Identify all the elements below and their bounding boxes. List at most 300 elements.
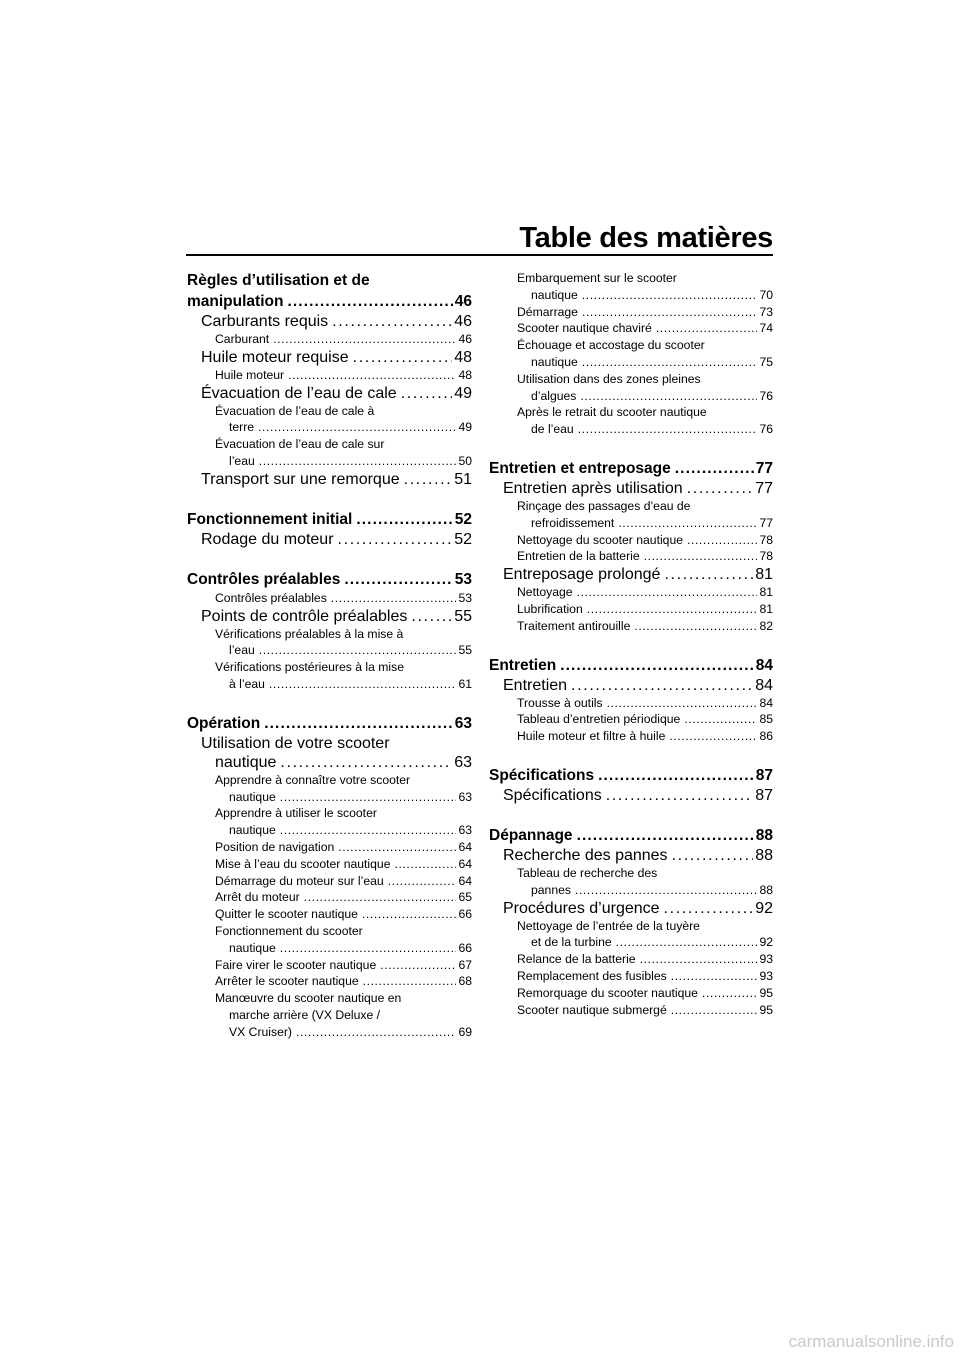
toc-entry-row	[187, 291, 472, 312]
toc-entry-label: Arrêter le scooter nautique	[215, 974, 359, 989]
toc-item-entry[interactable]	[489, 695, 773, 712]
toc-entry-label: Entretien et entreposage	[489, 459, 671, 477]
toc-entry-line: Évacuation de l’eau de cale à	[215, 403, 375, 418]
toc-entry-label: Nettoyage	[517, 585, 573, 600]
toc-entry-label: Transport sur une remorque	[201, 470, 400, 488]
toc-entry-label: manipulation	[187, 293, 284, 310]
dot-leader	[580, 388, 757, 405]
toc-item-entry[interactable]	[187, 403, 472, 437]
dot-leader	[259, 642, 457, 659]
toc-entry-row	[201, 753, 472, 772]
toc-item-entry[interactable]	[187, 973, 472, 990]
dot-leader	[582, 287, 758, 304]
toc-entry-label: Points de contrôle préalables	[201, 607, 408, 625]
toc-item-entry[interactable]	[489, 968, 773, 985]
dot-leader	[288, 367, 456, 384]
toc-entry-label: Spécifications	[503, 786, 602, 804]
toc-subsection-entry[interactable]	[489, 846, 773, 865]
toc-entry-row	[517, 515, 773, 532]
toc-entry-label: nautique	[229, 789, 276, 804]
dot-leader	[577, 584, 758, 601]
page-number: 46	[458, 332, 472, 346]
toc-entry-label: Contrôles préalables	[215, 590, 327, 605]
toc-item-entry[interactable]	[187, 906, 472, 923]
toc-section-heading[interactable]	[187, 270, 472, 312]
toc-entry-label: Entretien de la batterie	[517, 549, 640, 564]
toc-entry-label: Arrêt du moteur	[215, 890, 300, 905]
watermark: carmanualsonline.info	[788, 1332, 954, 1351]
toc-item-entry[interactable]	[489, 728, 773, 745]
toc-subsection-entry[interactable]	[489, 479, 773, 498]
toc-entry-row	[517, 985, 773, 1002]
toc-subsection-entry[interactable]	[489, 676, 773, 695]
page-number: 68	[458, 974, 472, 989]
dot-leader	[560, 655, 754, 676]
dot-leader	[338, 530, 453, 549]
toc-item-entry[interactable]	[187, 436, 472, 470]
toc-entry-row	[503, 846, 773, 865]
page-number: 63	[458, 823, 472, 838]
toc-entry-label: terre	[229, 420, 255, 435]
page-number: 95	[759, 1002, 773, 1017]
toc-entry-row	[517, 934, 773, 951]
toc-column-left	[187, 270, 472, 1041]
toc-entry-label: nautique	[229, 823, 276, 838]
toc-entry-label: Lubrification	[517, 601, 583, 616]
toc-entry-label: Traitement antirouille	[517, 618, 631, 633]
dot-leader	[587, 601, 758, 618]
dot-leader	[332, 312, 452, 331]
toc-entry-row	[503, 899, 773, 918]
toc-entry-row	[489, 765, 773, 786]
toc-item-entry[interactable]	[187, 772, 472, 806]
dot-leader	[575, 882, 757, 899]
page-number: 66	[458, 940, 472, 955]
page-number: 84	[759, 695, 773, 710]
toc-subsection-entry[interactable]	[187, 384, 472, 403]
title-divider	[186, 254, 773, 256]
toc-entry-label: Position de navigation	[215, 839, 335, 854]
toc-item-entry[interactable]	[489, 865, 773, 899]
dot-leader	[578, 421, 758, 438]
toc-entry-line: Nettoyage de l’entrée de la tuyère	[517, 918, 700, 933]
toc-subsection-entry[interactable]	[187, 607, 472, 626]
toc-entry-label: Opération	[187, 714, 261, 732]
dot-leader	[598, 765, 754, 786]
page-number: 63	[454, 753, 472, 771]
toc-entry-label: Carburant	[215, 332, 270, 346]
toc-entry-line: Manœuvre du scooter nautique en	[215, 991, 402, 1006]
page-number: 48	[458, 367, 472, 382]
page-number: 46	[454, 313, 472, 330]
toc-item-entry[interactable]	[187, 856, 472, 873]
toc-entry-label: Mise à l’eau du scooter nautique	[215, 856, 391, 871]
toc-entry-label: VX Cruiser)	[229, 1024, 292, 1039]
toc-entry-row	[187, 509, 472, 530]
toc-entry-label: Démarrage du moteur sur l’eau	[215, 873, 384, 888]
toc-entry-label: Dépannage	[489, 826, 573, 844]
page-number: 78	[759, 532, 773, 547]
dot-leader	[664, 899, 754, 918]
toc-item-entry[interactable]	[489, 337, 773, 371]
dot-leader	[702, 985, 758, 1002]
toc-subsection-entry[interactable]	[187, 530, 472, 549]
page-number: 87	[755, 766, 773, 784]
toc-subsection-entry[interactable]	[187, 470, 472, 489]
toc-entry-row	[503, 565, 773, 584]
toc-entry-label: Relance de la batterie	[517, 952, 636, 967]
toc-entry-line: Fonctionnement du scooter	[215, 923, 363, 938]
dot-leader	[331, 590, 457, 607]
dot-leader	[577, 825, 754, 846]
dot-leader	[264, 713, 453, 734]
page-number: 78	[759, 549, 773, 564]
toc-section-heading[interactable]	[187, 569, 472, 590]
toc-entry-label: Carburants requis	[201, 313, 329, 330]
toc-entry-row	[215, 856, 472, 873]
toc-entry-label: refroidissement	[531, 515, 615, 530]
dot-leader	[634, 618, 757, 635]
toc-entry-label: de l’eau	[531, 422, 574, 437]
toc-entry-label: Rodage du moteur	[201, 530, 334, 548]
toc-entry-label: l’eau	[229, 453, 255, 468]
page-number: 49	[454, 384, 472, 402]
toc-subsection-entry[interactable]	[187, 312, 472, 331]
toc-entry-row	[215, 822, 472, 839]
toc-entry-line: Apprendre à connaître votre scooter	[215, 772, 411, 787]
page-number: 66	[458, 907, 472, 922]
dot-leader	[388, 873, 457, 890]
dot-leader	[640, 951, 758, 968]
dot-leader	[644, 548, 758, 565]
toc-entry-row	[215, 973, 472, 990]
toc-entry-label: Quitter le scooter nautique	[215, 907, 358, 922]
page-number: 84	[755, 656, 773, 674]
page-number: 46	[454, 293, 472, 310]
page-number: 77	[755, 479, 773, 497]
toc-entry-row	[215, 839, 472, 856]
toc-column-right	[489, 270, 773, 1018]
toc-entry-line: Vérifications postérieures à la mise	[215, 660, 404, 675]
toc-item-entry[interactable]	[489, 304, 773, 321]
toc-entry-row	[503, 479, 773, 498]
dot-leader	[259, 453, 457, 470]
dot-leader	[296, 1024, 456, 1041]
page-number: 74	[759, 321, 773, 336]
toc-entry-label: Faire virer le scooter nautique	[215, 957, 377, 972]
page-number: 51	[454, 470, 472, 488]
dot-leader	[269, 676, 457, 693]
dot-leader	[656, 320, 758, 337]
toc-entry-row	[215, 590, 472, 607]
page-number: 52	[454, 510, 472, 528]
dot-leader	[287, 291, 452, 312]
toc-entry-label: d’algues	[531, 388, 577, 403]
toc-item-entry[interactable]	[187, 659, 472, 693]
toc-item-entry[interactable]	[489, 532, 773, 549]
toc-item-entry[interactable]	[187, 957, 472, 974]
toc-entry-label: Huile moteur et filtre à huile	[517, 729, 666, 744]
page-number: 63	[458, 789, 472, 804]
page-number: 84	[755, 676, 773, 694]
toc-entry-row	[517, 601, 773, 618]
dot-leader	[411, 607, 452, 626]
toc-item-entry[interactable]	[489, 711, 773, 728]
toc-entry-row	[517, 388, 773, 405]
page-number: 87	[755, 786, 773, 804]
toc-section-heading[interactable]	[187, 713, 472, 734]
toc-entry-label: l’eau	[229, 643, 255, 658]
toc-entry-label: Huile moteur requise	[201, 348, 349, 366]
toc-entry-row	[517, 304, 773, 321]
dot-leader	[675, 458, 754, 479]
page-number: 86	[759, 729, 773, 744]
dot-leader	[258, 419, 456, 436]
toc-item-entry[interactable]	[489, 548, 773, 565]
dot-leader	[353, 348, 453, 367]
toc-entry-label: Entretien après utilisation	[503, 479, 683, 497]
toc-entry-label: Démarrage	[517, 304, 578, 319]
page-number: 77	[755, 459, 773, 477]
toc-entry-label: nautique	[229, 940, 276, 955]
toc-entry-row	[489, 458, 773, 479]
dot-leader	[664, 565, 753, 584]
toc-item-entry[interactable]	[187, 331, 472, 348]
toc-entry-label: Tableau d’entretien périodique	[517, 712, 681, 727]
page-number: 75	[759, 354, 773, 369]
toc-entry-row	[517, 548, 773, 565]
page-number: 50	[458, 453, 472, 468]
toc-entry-row	[517, 618, 773, 635]
dot-leader	[687, 479, 754, 498]
toc-entry-label: nautique	[531, 287, 578, 302]
toc-entry-row	[517, 951, 773, 968]
toc-section-heading[interactable]	[489, 765, 773, 786]
toc-entry-row	[201, 312, 472, 331]
toc-section-heading[interactable]	[489, 655, 773, 676]
toc-entry-row	[517, 968, 773, 985]
toc-entry-row	[215, 889, 472, 906]
toc-item-entry[interactable]	[187, 873, 472, 890]
page-number: 67	[458, 957, 472, 972]
toc-entry-row	[489, 655, 773, 676]
toc-entry-row	[215, 1024, 472, 1041]
toc-entry-label: Scooter nautique chaviré	[517, 321, 652, 336]
dot-leader	[582, 354, 758, 371]
toc-entry-row	[201, 530, 472, 549]
toc-entry-row	[489, 825, 773, 846]
toc-entry-label: Entretien	[489, 656, 557, 674]
dot-leader	[671, 968, 758, 985]
dot-leader	[363, 973, 457, 990]
dot-leader	[582, 304, 757, 321]
dot-leader	[280, 940, 457, 957]
toc-section-heading[interactable]	[489, 825, 773, 846]
toc-subsection-entry[interactable]	[187, 348, 472, 367]
dot-leader	[380, 957, 456, 974]
dot-leader	[280, 822, 457, 839]
toc-section-heading[interactable]	[489, 458, 773, 479]
page-number: 53	[458, 590, 472, 605]
dot-leader	[684, 711, 757, 728]
toc-entry-row	[517, 1002, 773, 1019]
page-number: 77	[759, 515, 773, 530]
page-number: 88	[755, 846, 773, 864]
toc-entry-row	[215, 642, 472, 659]
toc-entry-row	[517, 532, 773, 549]
page-number: 64	[458, 856, 472, 871]
toc-entry-line: marche arrière (VX Deluxe /	[229, 1007, 381, 1022]
dot-leader	[669, 728, 757, 745]
toc-entry-line: Évacuation de l’eau de cale sur	[215, 437, 385, 452]
toc-entry-label: nautique	[531, 354, 578, 369]
toc-item-entry[interactable]	[187, 839, 472, 856]
toc-entry-label: Évacuation de l’eau de cale	[201, 384, 397, 402]
toc-entry-label: Contrôles préalables	[187, 570, 341, 588]
toc-entry-label: Entretien	[503, 676, 568, 694]
page-number: 63	[454, 714, 472, 732]
page-number: 93	[759, 952, 773, 967]
toc-item-entry[interactable]	[187, 805, 472, 839]
toc-item-entry[interactable]	[489, 270, 773, 304]
dot-leader	[280, 789, 457, 806]
toc-item-entry[interactable]	[489, 985, 773, 1002]
page-number: 69	[458, 1024, 472, 1039]
toc-entry-row	[517, 287, 773, 304]
toc-entry-row	[503, 786, 773, 805]
toc-entry-line: Échouage et accostage du scooter	[517, 338, 705, 353]
toc-item-entry[interactable]	[489, 1002, 773, 1019]
toc-entry-row	[201, 470, 472, 489]
toc-entry-row	[517, 711, 773, 728]
page-number: 93	[759, 968, 773, 983]
toc-entry-row	[215, 676, 472, 693]
toc-entry-line: Tableau de recherche des	[517, 865, 658, 880]
toc-entry-label: et de la turbine	[531, 935, 612, 950]
toc-entry-row	[187, 569, 472, 590]
toc-entry-row	[517, 728, 773, 745]
toc-entry-line: Utilisation de votre scooter	[201, 734, 390, 752]
toc-item-entry[interactable]	[489, 618, 773, 635]
toc-entry-line: Utilisation dans des zones pleines	[517, 371, 701, 386]
toc-item-entry[interactable]	[489, 918, 773, 952]
toc-entry-label: Remplacement des fusibles	[517, 968, 667, 983]
page-number: 70	[759, 287, 773, 302]
page-number: 81	[755, 566, 773, 584]
toc-item-entry[interactable]	[187, 367, 472, 384]
toc-entry-label: à l’eau	[229, 676, 265, 691]
page-number: 92	[755, 899, 773, 917]
toc-entry-line: Après le retrait du scooter nautique	[517, 405, 707, 420]
toc-item-entry[interactable]	[187, 590, 472, 607]
page-number: 76	[759, 422, 773, 437]
toc-item-entry[interactable]	[187, 889, 472, 906]
toc-subsection-entry[interactable]	[489, 899, 773, 918]
toc-item-entry[interactable]	[187, 923, 472, 957]
toc-item-entry[interactable]	[489, 498, 773, 532]
toc-entry-label: Nettoyage du scooter nautique	[517, 532, 684, 547]
toc-item-entry[interactable]	[187, 626, 472, 660]
dot-leader	[338, 839, 456, 856]
page-number: 48	[454, 348, 472, 366]
page-number: 64	[458, 839, 472, 854]
toc-entry-row	[201, 348, 472, 367]
page-number: 85	[759, 712, 773, 727]
toc-entry-row	[517, 584, 773, 601]
toc-entry-label: nautique	[215, 753, 277, 771]
toc-entry-row	[215, 367, 472, 384]
dot-leader	[607, 695, 758, 712]
toc-entry-label: pannes	[531, 882, 571, 897]
toc-entry-label: Entreposage prolongé	[503, 566, 661, 584]
toc-entry-line: Règles d’utilisation et de	[187, 272, 370, 289]
dot-leader	[571, 676, 753, 695]
toc-subsection-entry[interactable]	[489, 565, 773, 584]
toc-item-entry[interactable]	[489, 584, 773, 601]
toc-entry-row	[215, 331, 472, 348]
toc-item-entry[interactable]	[489, 320, 773, 337]
toc-subsection-entry[interactable]	[187, 734, 472, 772]
toc-subsection-entry[interactable]	[489, 786, 773, 805]
dot-leader	[280, 753, 452, 772]
page-number: 49	[458, 420, 472, 435]
toc-entry-label: Fonctionnement initial	[187, 510, 353, 528]
page-number: 61	[458, 676, 472, 691]
page-number: 88	[755, 826, 773, 844]
dot-leader	[394, 856, 456, 873]
toc-item-entry[interactable]	[489, 601, 773, 618]
toc-section-heading[interactable]	[187, 509, 472, 530]
toc-entry-label: Huile moteur	[215, 367, 285, 382]
dot-leader	[404, 470, 453, 489]
toc-entry-row	[201, 384, 472, 403]
page-number: 92	[759, 935, 773, 950]
toc-entry-row	[517, 695, 773, 712]
toc-entry-row	[215, 789, 472, 806]
toc-entry-line: Vérifications préalables à la mise à	[215, 626, 404, 641]
page-number: 76	[759, 388, 773, 403]
toc-entry-line: Rinçage des passages d’eau de	[517, 498, 691, 513]
toc-entry-row	[517, 354, 773, 371]
toc-entry-label: Trousse à outils	[517, 695, 603, 710]
toc-item-entry[interactable]	[489, 404, 773, 438]
dot-leader	[606, 786, 753, 805]
page-number: 53	[454, 570, 472, 588]
toc-entry-row	[517, 882, 773, 899]
toc-item-entry[interactable]	[489, 371, 773, 405]
toc-entry-label: Recherche des pannes	[503, 846, 668, 864]
toc-entry-row	[215, 940, 472, 957]
dot-leader	[672, 846, 754, 865]
toc-entry-label: Spécifications	[489, 766, 595, 784]
dot-leader	[616, 934, 758, 951]
dot-leader	[362, 906, 456, 923]
page-number: 73	[759, 304, 773, 319]
toc-item-entry[interactable]	[187, 990, 472, 1040]
toc-entry-row	[215, 906, 472, 923]
dot-leader	[671, 1002, 758, 1019]
toc-entry-row	[187, 713, 472, 734]
page-number: 95	[759, 985, 773, 1000]
page-number: 82	[759, 618, 773, 633]
page-number: 65	[458, 890, 472, 905]
toc-item-entry[interactable]	[489, 951, 773, 968]
page-number: 52	[454, 530, 472, 548]
dot-leader	[687, 532, 757, 549]
dot-leader	[344, 569, 452, 590]
toc-entry-label: Procédures d’urgence	[503, 899, 660, 917]
toc-entry-line: Embarquement sur le scooter	[517, 271, 677, 285]
